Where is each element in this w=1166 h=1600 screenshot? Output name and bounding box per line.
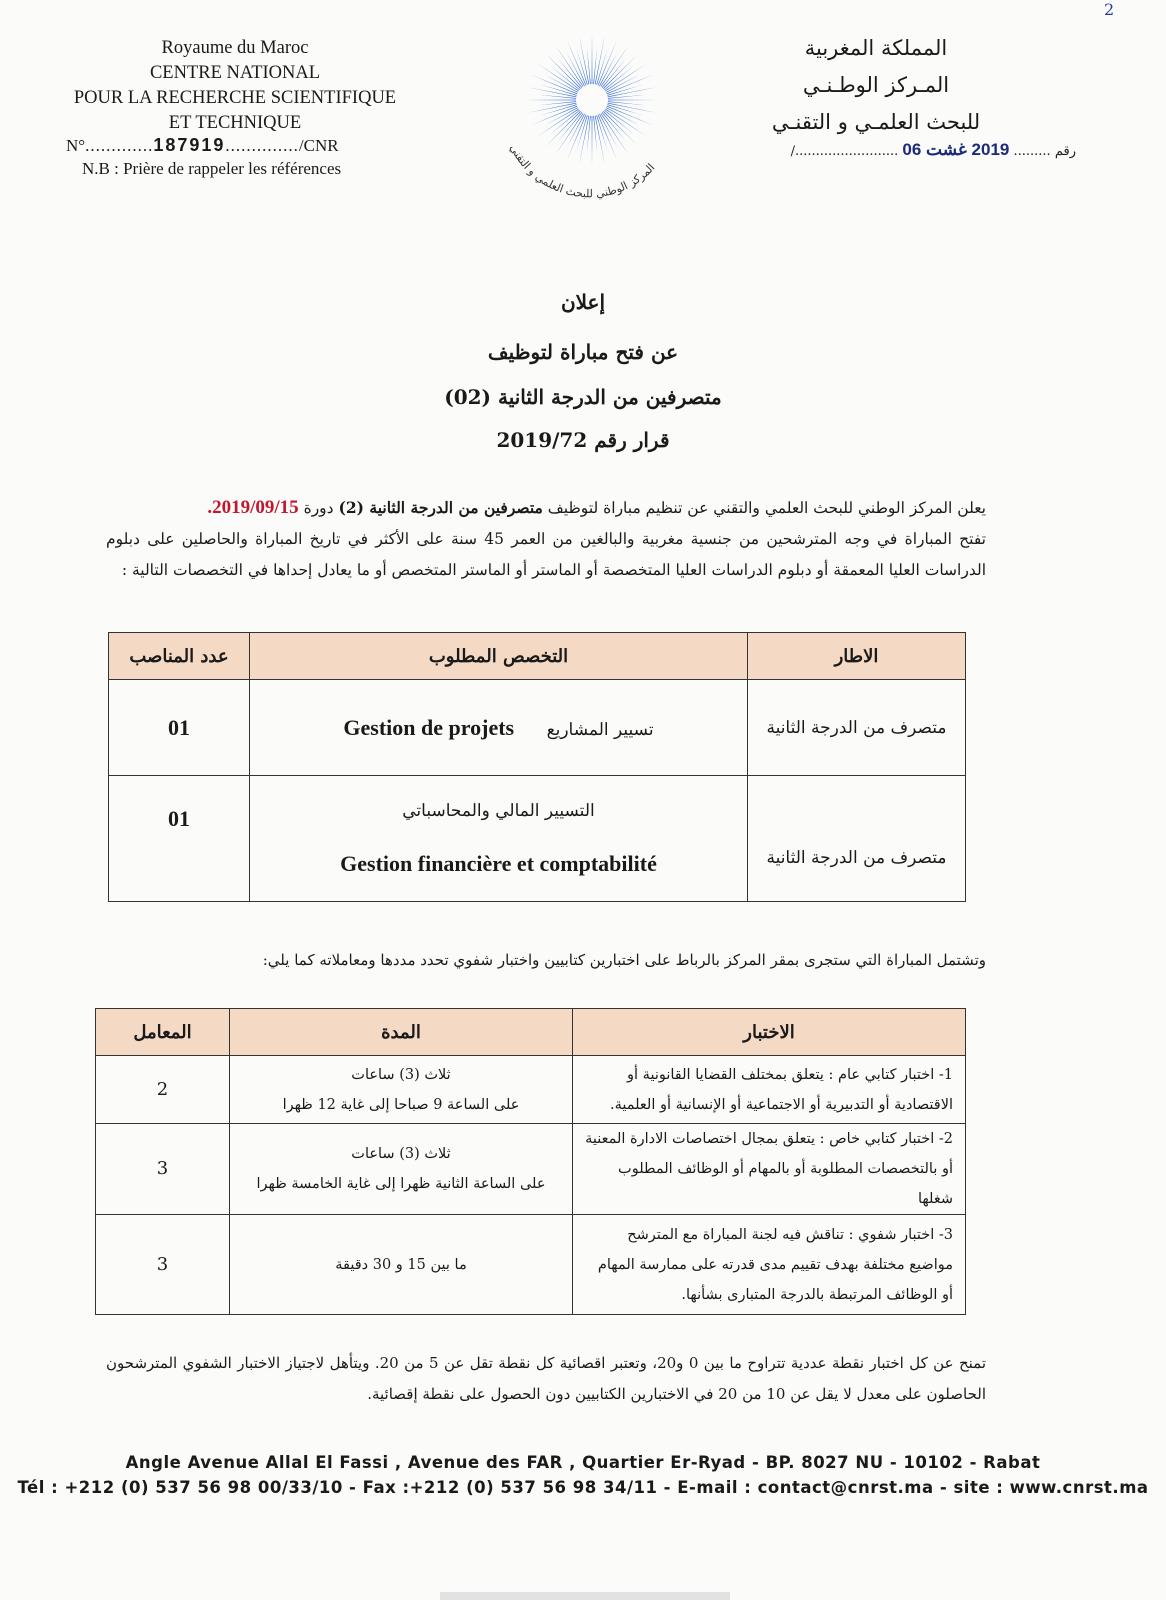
header-fr-line4: ET TECHNIQUE bbox=[168, 113, 302, 133]
test-cell: 2- اختبار كتابي خاص : يتعلق بمجال اختصاصات الادارة المعنية أو بالتخصصات المطلوبة أو بالمهام أو الوظائف المطلوب شغلها bbox=[573, 1124, 966, 1215]
logo-ray bbox=[587, 116, 591, 154]
ref-number: 187919 bbox=[153, 135, 226, 155]
logo-ray bbox=[558, 112, 582, 142]
intro-text-a: يعلن المركز الوطني للبحث العلمي والتقني عن تنظيم مباراة لتوظيف bbox=[547, 499, 986, 517]
logo-ray bbox=[602, 112, 626, 142]
col-specialty: التخصص المطلوب bbox=[250, 633, 748, 680]
coef-cell: 3 bbox=[96, 1215, 230, 1315]
page-edge bbox=[440, 1592, 730, 1600]
logo-ray bbox=[531, 75, 577, 94]
logo-ray bbox=[550, 110, 580, 134]
logo-ray bbox=[579, 116, 589, 165]
logo-ray bbox=[593, 116, 597, 154]
logo-ray bbox=[537, 63, 579, 91]
test-cell: 1- اختبار كتابي عام : يتعلق بمختلف القضايا القانونية أو الاقتصادية أو التدبيرية أو الاجتماعية أو الإنسانية أو العلمية. bbox=[573, 1056, 966, 1124]
logo-ray bbox=[599, 114, 617, 148]
header-ar-line1: المملكة المغربية bbox=[804, 36, 948, 60]
specialty-ar: التسيير المالي والمحاسباتي bbox=[402, 800, 595, 821]
cnrst-logo bbox=[492, 20, 682, 210]
specialty-cell bbox=[250, 680, 748, 776]
col-frame: الاطار bbox=[748, 633, 966, 680]
logo-ray bbox=[607, 106, 653, 125]
announcement-title: إعلان bbox=[560, 290, 606, 314]
duration-cell bbox=[230, 1215, 573, 1315]
col-duration: المدة bbox=[230, 1009, 573, 1056]
logo-ray bbox=[527, 87, 576, 97]
intro-conditions: تفتح المباراة في وجه المترشحين من جنسية مغربية والبالغين من العمر 45 سنة على الأكثر في تاريخ المباراة والحاصلين على دبلوم الدراسات العليا المعمقة أو دبلوم الدراسات العليا المتخصصة أو الماستر أو الماستر المتخصص أو ما يعادل إحداها في التخصصات التالية : bbox=[106, 530, 986, 579]
logo-ray bbox=[567, 39, 586, 85]
scoring-paragraph: تمنح عن كل اختبار نقطة عددية تتراوح ما بين 0 و20، وتعتبر اقصائية كل نقطة تقل عن 5 من 20. ويتأهل لاجتياز الاختبار الشفوي المترشحون الحاصلون على معدل لا يقل عن 10 من 20 في الاختبارين الكتابيين دون الحصول على نقطة إقصائية. bbox=[106, 1354, 987, 1403]
count-cell: 01 bbox=[109, 680, 250, 776]
count-cell: 01 bbox=[109, 776, 250, 902]
logo-ray bbox=[608, 103, 657, 113]
contest-date: 2019/09/15. bbox=[207, 497, 299, 518]
exams-table bbox=[95, 1008, 966, 1315]
duration-line1: ما بين 15 و 30 دقيقة bbox=[335, 1256, 467, 1273]
logo-ray bbox=[605, 109, 647, 137]
announcement-decision: قرار رقم 2019/72 bbox=[496, 428, 670, 452]
ref-prefix: N° bbox=[66, 136, 86, 155]
logo-ray bbox=[602, 58, 626, 88]
logo-ray bbox=[587, 46, 591, 84]
duration-cell bbox=[230, 1056, 573, 1124]
table-row bbox=[109, 776, 966, 902]
reference-french: N°.............187919............../CNR N.B : Prière de rappeler les références bbox=[66, 134, 396, 180]
specialty-fr: Gestion financière et comptabilité bbox=[340, 850, 657, 876]
intro-text-b: دورة bbox=[303, 499, 334, 517]
ref-suffix: /CNR bbox=[298, 136, 339, 155]
col-test: الاختبار bbox=[573, 1009, 966, 1056]
table-row bbox=[96, 1215, 966, 1315]
footer-contact: Tél : +212 (0) 537 56 98 00/33/10 - Fax :+212 (0) 537 56 98 34/11 - E-mail : contact@cnrst.ma - site : www.cnrst.ma bbox=[17, 1478, 1149, 1497]
exams-intro: وتشتمل المباراة التي ستجرى بمقر المركز بالرباط على اختبارين كتابيين واختبار شفوي تحدد مددها ومعاملاته كما يلي: bbox=[262, 951, 986, 969]
corner-mark: 2 bbox=[1104, 0, 1115, 19]
logo-ray bbox=[595, 116, 605, 165]
test-cell: 3- اختبار شفوي : تناقش فيه لجنة المباراة مع المترشح مواضيع مختلفة بهدف تقييم مدى قدرته على ممارسة المهام أو الوظائف المرتبطة بالدرجة المتبارى بشأنها. bbox=[573, 1215, 966, 1315]
logo-ray bbox=[538, 95, 576, 99]
specialty-fr: Gestion de projets bbox=[343, 714, 515, 740]
logo-ray bbox=[605, 63, 647, 91]
logo-ray bbox=[604, 66, 634, 90]
logo-ray bbox=[603, 111, 639, 147]
logo-ray bbox=[550, 66, 580, 90]
logo-ray bbox=[567, 114, 585, 148]
logo-ray bbox=[607, 75, 653, 94]
logo-ray bbox=[527, 103, 576, 113]
duration-line1: ثلاث (3) ساعات bbox=[351, 1146, 451, 1162]
date-stamp: 2019 غشت 06 bbox=[902, 140, 1010, 159]
logo-ray bbox=[606, 75, 640, 93]
logo-ray bbox=[598, 115, 617, 161]
reference-arabic: رقم ......... 2019 غشت 06 ........................./ bbox=[790, 140, 1076, 159]
header-ar-line3: للبحث العلمـي و التقنـي bbox=[771, 110, 981, 134]
logo-ray bbox=[592, 116, 593, 166]
header-fr-line2: CENTRE NATIONAL bbox=[149, 63, 321, 83]
logo-ray bbox=[526, 100, 576, 101]
specialty-ar: تسيير المشاريع bbox=[546, 719, 654, 740]
table-row bbox=[96, 1056, 966, 1124]
logo-ray bbox=[606, 107, 640, 125]
table-row bbox=[109, 680, 966, 776]
logo-ray bbox=[604, 110, 634, 134]
col-count: عدد المناصب bbox=[109, 633, 250, 680]
positions-table bbox=[108, 632, 966, 902]
logo-ray bbox=[538, 101, 576, 105]
logo-ray bbox=[545, 53, 581, 89]
logo-ray bbox=[567, 115, 586, 161]
announcement-subtitle: عن فتح مباراة لتوظيف bbox=[487, 340, 679, 364]
logo-ray bbox=[567, 52, 585, 86]
header-fr-line3: POUR LA RECHERCHE SCIENTIFIQUE bbox=[73, 88, 397, 108]
logo-ray bbox=[601, 45, 629, 87]
frame-cell: متصرف من الدرجة الثانية bbox=[748, 680, 966, 776]
logo-ray bbox=[558, 58, 582, 88]
logo-ray bbox=[544, 107, 578, 125]
header-ar-line2: المـركز الوطـنـي bbox=[802, 73, 950, 97]
frame-cell: متصرف من الدرجة الثانية bbox=[748, 776, 966, 902]
logo-ray bbox=[599, 52, 617, 86]
intro-bold: متصرفين من الدرجة الثانية (2) bbox=[338, 498, 543, 517]
header-fr-line1: Royaume du Maroc bbox=[161, 38, 309, 58]
logo-ray bbox=[598, 39, 617, 85]
announcement-grade: متصرفين من الدرجة الثانية (02) bbox=[444, 385, 722, 409]
ref-ar-label: رقم bbox=[1054, 144, 1076, 159]
coef-cell: 3 bbox=[96, 1124, 230, 1215]
logo-ray bbox=[579, 35, 589, 84]
duration-cell bbox=[230, 1124, 573, 1215]
logo-text: المركز الوطني للبحث العلمي و التقني bbox=[507, 142, 658, 201]
logo-ray bbox=[544, 75, 578, 93]
logo-ray bbox=[531, 106, 577, 125]
duration-line2: على الساعة الثانية ظهرا إلى غاية الخامسة ظهرا bbox=[256, 1176, 546, 1192]
duration-line1: ثلاث (3) ساعات bbox=[351, 1066, 451, 1083]
reference-note: N.B : Prière de rappeler les références bbox=[82, 159, 342, 178]
logo-ray bbox=[592, 34, 593, 84]
footer bbox=[0, 1450, 1166, 1500]
table-row bbox=[96, 1124, 966, 1215]
logo-ray bbox=[603, 53, 639, 89]
header-french bbox=[40, 36, 430, 136]
svg-text:المركز الوطني للبحث العلمي و ا bbox=[507, 142, 657, 200]
specialty-cell bbox=[250, 776, 748, 902]
header-arabic bbox=[746, 30, 1006, 141]
logo-ray bbox=[601, 113, 629, 155]
logo-ray bbox=[537, 109, 579, 137]
coef-cell: 2 bbox=[96, 1056, 230, 1124]
logo-ray bbox=[593, 46, 597, 84]
logo-ray bbox=[608, 95, 646, 99]
col-coef: المعامل bbox=[96, 1009, 230, 1056]
logo-ray bbox=[608, 100, 658, 101]
logo-ray bbox=[608, 101, 646, 105]
logo-ray bbox=[608, 87, 657, 97]
logo-ray bbox=[555, 45, 583, 87]
duration-line2: على الساعة 9 صباحا إلى غاية 12 ظهرا bbox=[282, 1096, 520, 1113]
footer-address: Angle Avenue Allal El Fassi , Avenue des FAR , Quartier Er-Ryad - BP. 8027 NU - 10102 - Rabat bbox=[125, 1453, 1041, 1472]
logo-ray bbox=[545, 111, 581, 147]
logo-ray bbox=[555, 113, 583, 155]
logo-ray bbox=[595, 35, 605, 84]
intro-paragraph bbox=[106, 492, 986, 586]
